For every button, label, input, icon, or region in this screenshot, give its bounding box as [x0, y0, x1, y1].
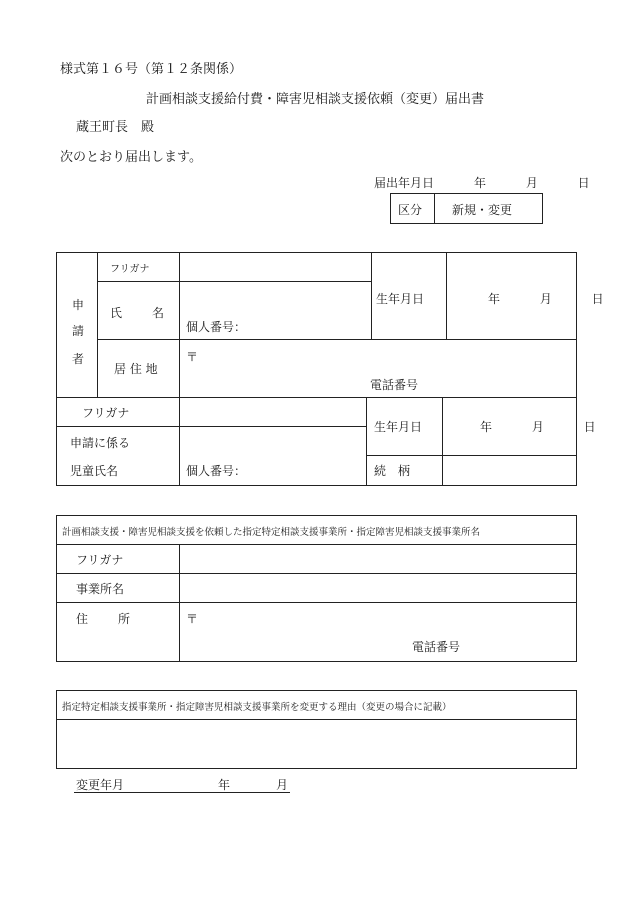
change-year-label: 年: [218, 778, 231, 792]
office-furigana-label: フリガナ: [76, 553, 124, 567]
office-address-field[interactable]: [180, 603, 576, 661]
child-birthdate-field[interactable]: 年 月 日: [480, 420, 604, 434]
filing-date-field[interactable]: 年 月 日: [474, 176, 598, 190]
table-line: [446, 252, 447, 339]
applicant-furigana-field[interactable]: [180, 253, 370, 280]
office-address-label: 住 所: [76, 612, 133, 626]
applicant-label-3: 者: [72, 352, 85, 366]
applicant-postal-mark: 〒: [186, 350, 199, 364]
change-month-label: 月: [276, 778, 289, 792]
change-label: 変更年月: [76, 778, 125, 792]
child-name-label-2: 児童氏名: [70, 464, 119, 478]
child-birthdate-label: 生年月日: [374, 420, 423, 434]
intro-text: 次のとおり届出します。: [60, 150, 202, 165]
child-name-label-1: 申請に係る: [70, 436, 131, 450]
filing-date-label: 届出年月日: [374, 176, 435, 190]
office-heading: 計画相談支援・障害児相談支援を依頼した指定特定相談支援事業所・指定障害児相談支援事業所名: [62, 527, 481, 538]
applicant-name-label: 氏 名: [110, 306, 167, 320]
applicant-phone-label: 電話番号: [370, 378, 419, 392]
child-personal-number-label: 個人番号：: [186, 464, 247, 478]
office-postal-mark: 〒: [186, 612, 199, 626]
category-value[interactable]: 新規・変更: [452, 203, 513, 217]
change-underline: [74, 792, 290, 793]
reason-field[interactable]: [57, 720, 576, 768]
applicant-address-label: 居 住 地: [114, 362, 158, 376]
form-number: 様式第１６号（第１２条関係）: [60, 62, 243, 77]
office-name-label: 事業所名: [76, 582, 125, 596]
child-name-field[interactable]: [180, 427, 365, 485]
applicant-name-field[interactable]: [180, 282, 370, 338]
category-divider: [434, 193, 435, 224]
applicant-furigana-label: フリガナ: [110, 264, 150, 275]
category-label: 区分: [398, 203, 423, 217]
table-line: [371, 252, 372, 339]
office-phone-label: 電話番号: [412, 640, 461, 654]
applicant-birthdate-field[interactable]: 年 月 日: [488, 292, 612, 306]
child-relationship-label: 続 柄: [374, 464, 411, 478]
office-furigana-field[interactable]: [180, 545, 576, 572]
applicant-address-field[interactable]: [180, 340, 576, 396]
form-title: 計画相談支援給付費・障害児相談支援依頼（変更）届出書: [146, 92, 485, 107]
reason-heading: 指定特定相談支援事業所・指定障害児相談支援事業所を変更する理由（変更の場合に記載）: [62, 702, 452, 713]
table-line: [97, 252, 98, 397]
applicant-label-2: 請: [72, 324, 85, 338]
table-line: [366, 397, 367, 486]
child-furigana-field[interactable]: [180, 398, 365, 425]
applicant-label-1: 申: [72, 298, 85, 312]
office-name-field[interactable]: [180, 574, 576, 601]
applicant-birthdate-label: 生年月日: [376, 292, 425, 306]
addressee: 蔵王町長 殿: [76, 120, 155, 135]
change-date-field[interactable]: [136, 774, 289, 792]
child-furigana-label: フリガナ: [82, 406, 130, 420]
applicant-personal-number-label: 個人番号：: [186, 320, 247, 334]
child-relationship-field[interactable]: [443, 456, 576, 485]
